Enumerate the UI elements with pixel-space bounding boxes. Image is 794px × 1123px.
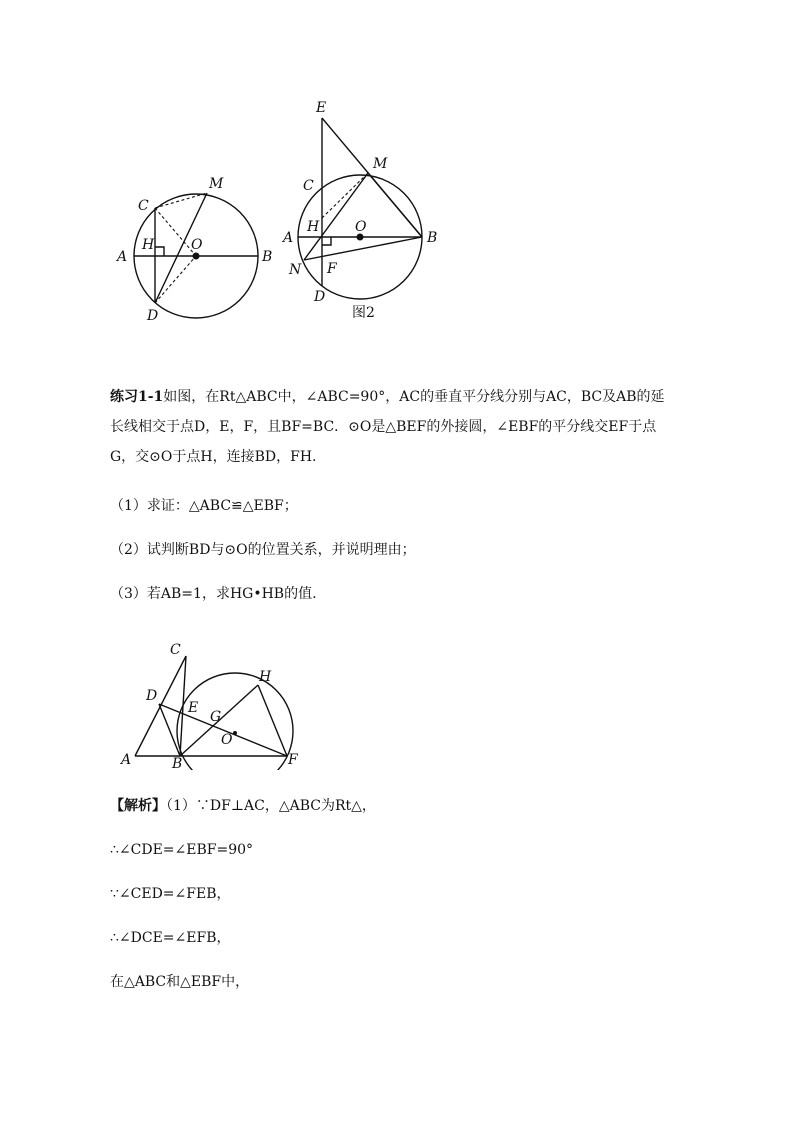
- solution-line-2: ∴∠CDE=∠EBF=90°: [110, 842, 254, 858]
- figure-1-circle-diagram: [110, 165, 280, 335]
- exercise-line-1: 如图，在Rt△ABC中，∠ABC=90°，AC的垂直平分线分别与AC，BC及AB的延: [163, 389, 665, 405]
- fig1-label-o: O: [191, 237, 203, 253]
- fig3-label-g: G: [210, 709, 222, 725]
- figure-2-caption: 图2: [352, 305, 375, 321]
- fig2-label-b: B: [427, 230, 438, 246]
- fig3-label-b: B: [172, 756, 183, 770]
- solution-line-1: （1）∵DF⊥AC，△ABC为Rt△，: [166, 798, 376, 814]
- fig2-label-h: H: [307, 219, 320, 235]
- fig1-label-a: A: [117, 249, 128, 265]
- solution-line-1-paragraph: [110, 791, 730, 821]
- exercise-paragraph: [110, 382, 730, 472]
- fig3-label-h: H: [259, 669, 272, 685]
- fig3-label-d: D: [146, 688, 158, 704]
- fig3-label-o: O: [221, 732, 233, 748]
- question-2: （2）试判断BD与⊙O的位置关系，并说明理由；: [110, 542, 416, 558]
- fig1-label-h: H: [142, 237, 155, 253]
- fig1-label-m: M: [209, 176, 224, 192]
- fig2-label-f: F: [327, 261, 337, 277]
- figure-2-circle-diagram: [280, 95, 450, 325]
- solution-line-3: ∵∠CED=∠FEB，: [110, 886, 231, 902]
- fig3-label-e: E: [188, 700, 199, 716]
- exercise-label: 练习1-1: [110, 389, 164, 405]
- fig2-label-o: O: [355, 219, 367, 235]
- fig2-label-e: E: [316, 100, 327, 116]
- solution-line-5: 在△ABC和△EBF中，: [110, 974, 250, 990]
- fig1-label-c: C: [138, 198, 149, 214]
- fig3-label-c: C: [170, 642, 181, 658]
- figure-3-triangle-circle-diagram: [115, 635, 310, 770]
- solution-label: 【解析】: [110, 798, 166, 814]
- fig2-label-a: A: [283, 230, 294, 246]
- exercise-line-2: 长线相交于点D，E，F，且BF=BC．⊙O是△BEF的外接圆，∠EBF的平分线交EF于点: [110, 419, 657, 435]
- fig1-label-d: D: [147, 308, 159, 324]
- fig3-label-f: F: [288, 752, 298, 768]
- fig2-label-n: N: [289, 262, 302, 278]
- fig2-label-d: D: [314, 289, 326, 305]
- fig2-label-c: C: [303, 178, 314, 194]
- fig2-label-m: M: [373, 156, 388, 172]
- fig1-label-b: B: [262, 249, 273, 265]
- exercise-line-3: G，交⊙O于点H，连接BD，FH.: [110, 449, 317, 465]
- fig3-label-a: A: [121, 752, 132, 768]
- solution-line-4: ∴∠DCE=∠EFB，: [110, 930, 231, 946]
- question-1: （1）求证：△ABC≌△EBF；: [110, 498, 298, 514]
- question-3: （3）若AB=1，求HG•HB的值.: [110, 586, 317, 602]
